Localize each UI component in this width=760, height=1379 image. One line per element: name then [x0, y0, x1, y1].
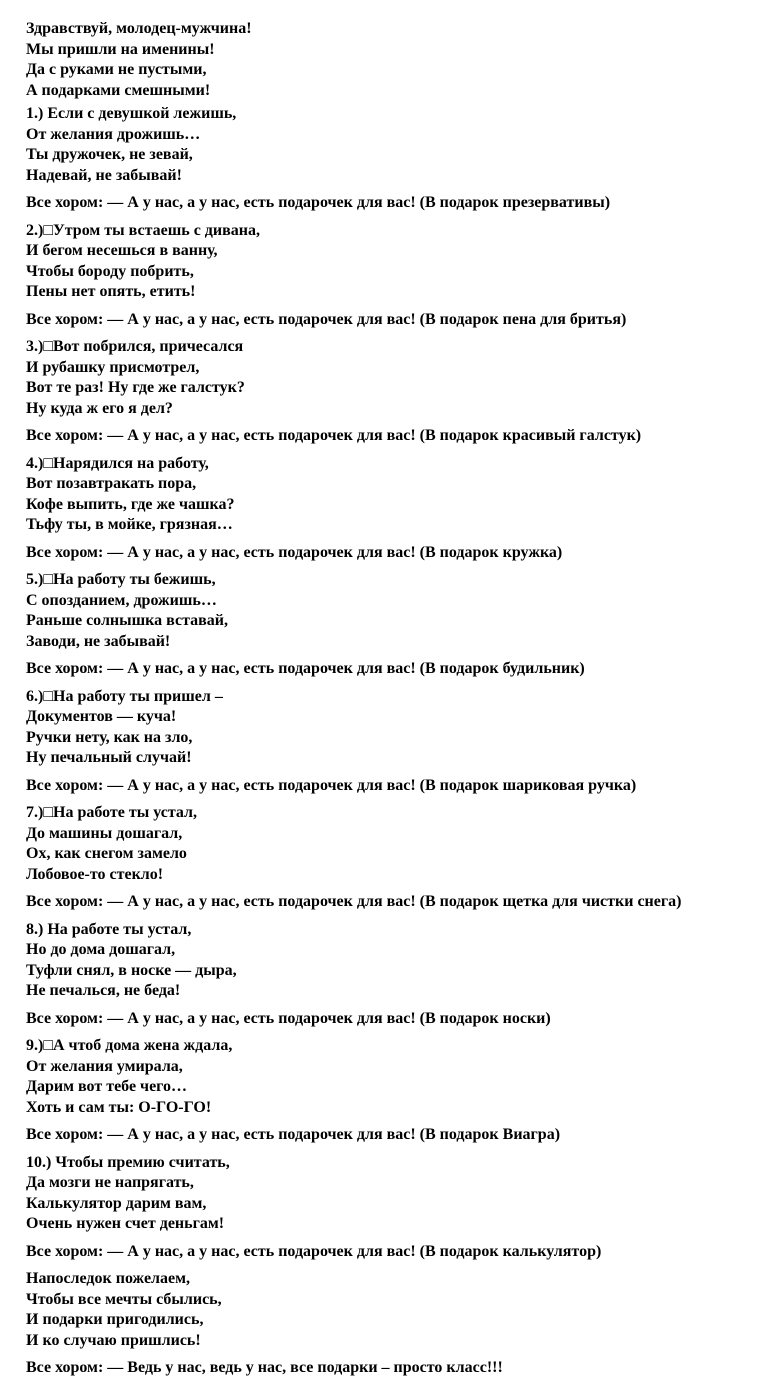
verse-line: Тьфу ты, в мойке, грязная… [26, 516, 233, 533]
chorus-line: Все хором: — А у нас, а у нас, есть подарочек для вас! (В подарок калькулятор) [26, 1242, 602, 1260]
verse-line: 7.)□На работе ты устал, [26, 804, 198, 821]
intro-stanza [26, 19, 760, 101]
verse-stanza [26, 570, 760, 680]
verse-stanza [26, 687, 760, 797]
verse-line: От желания умирала, [26, 1057, 183, 1075]
verse-line: 2.)□Утром ты встаешь с дивана, [26, 221, 260, 239]
intro-line: Да с руками не пустыми, [26, 61, 207, 78]
final-chorus-line: Все хором: — Ведь у нас, ведь у нас, все подарки – просто класс!!! [26, 1359, 503, 1376]
chorus-line: Все хором: — А у нас, а у нас, есть подарочек для вас! (В подарок красивый галстук) [26, 427, 642, 444]
verse-stanza [26, 803, 760, 913]
verse-line: И рубашку присмотрел, [26, 358, 200, 376]
chorus-line: Все хором: — А у нас, а у нас, есть подарочек для вас! (В подарок щетка для чистки снега) [26, 893, 682, 910]
verse-line: Ручки нету, как на зло, [26, 728, 193, 746]
chorus-line: Все хором: — А у нас, а у нас, есть подарочек для вас! (В подарок презервативы) [26, 194, 611, 211]
chorus-line: Все хором: — А у нас, а у нас, есть подарочек для вас! (В подарок будильник) [26, 660, 585, 677]
verse-line: Хоть и сам ты: О-ГО-ГО! [26, 1098, 212, 1116]
verse-line: Лобовое-то стекло! [26, 865, 164, 883]
intro-line: Мы пришли на именины! [26, 40, 215, 58]
verse-line: С опозданием, дрожишь… [26, 591, 217, 609]
verse-line: Кофе выпить, где же чашка? [26, 495, 235, 513]
intro-line: А подарками смешными! [26, 81, 211, 99]
verse-line: Не печалься, не беда! [26, 982, 181, 999]
verse-stanza [26, 221, 760, 331]
verse-line: Вот позавтракать пора, [26, 475, 197, 492]
outro-line: И ко случаю пришлись! [26, 1331, 201, 1349]
verse-line: Ну куда ж его я дел? [26, 399, 173, 417]
verse-line: 9.)□А чтоб дома жена ждала, [26, 1037, 233, 1054]
verse-line: Раньше солнышка вставай, [26, 612, 228, 629]
intro-line: Здравствуй, молодец-мужчина! [26, 20, 252, 37]
verse-line: И бегом несешься в ванну, [26, 242, 218, 259]
chorus-line: Все хором: — А у нас, а у нас, есть подарочек для вас! (В подарок Виагра) [26, 1126, 561, 1143]
verse-line: Пены нет опять, етить! [26, 283, 196, 300]
verse-stanza [26, 1153, 760, 1263]
verse-line: 3.)□Вот побрился, причесался [26, 338, 244, 355]
verse-line: Да мозги не напрягать, [26, 1174, 194, 1191]
chorus-line: Все хором: — А у нас, а у нас, есть подарочек для вас! (В подарок пена для бритья) [26, 310, 627, 328]
verse-stanza [26, 337, 760, 447]
verse-line: 5.)□На работу ты бежишь, [26, 571, 216, 588]
verse-line: 10.) Чтобы премию считать, [26, 1153, 230, 1171]
verses-container [26, 104, 760, 1262]
verse-line: Заводи, не забывай! [26, 632, 171, 650]
verse-line: 4.)□Нарядился на работу, [26, 454, 209, 472]
verse-stanza [26, 104, 760, 214]
chorus-line: Все хором: — А у нас, а у нас, есть подарочек для вас! (В подарок шариковая ручка) [26, 776, 637, 794]
chorus-line: Все хором: — А у нас, а у нас, есть подарочек для вас! (В подарок носки) [26, 1009, 551, 1027]
verse-stanza [26, 1036, 760, 1146]
outro-line: И подарки пригодились, [26, 1311, 204, 1328]
verse-line: Надевай, не забывай! [26, 166, 182, 184]
verse-line: Ты дружочек, не зевай, [26, 146, 193, 163]
verse-line: До машины дошагал, [26, 824, 183, 842]
verse-line: Дарим вот тебе чего… [26, 1078, 188, 1095]
verse-line: 1.) Если с девушкой лежишь, [26, 105, 237, 122]
verse-line: Туфли снял, в носке — дыра, [26, 961, 237, 979]
verse-stanza [26, 920, 760, 1030]
verse-line: Чтобы бороду побрить, [26, 262, 194, 280]
verse-line: 6.)□На работу ты пришел – [26, 687, 223, 705]
verse-line: 8.) На работе ты устал, [26, 920, 192, 938]
chorus-line: Все хором: — А у нас, а у нас, есть подарочек для вас! (В подарок кружка) [26, 543, 563, 561]
outro-line: Напоследок пожелаем, [26, 1270, 191, 1287]
verse-line: Вот те раз! Ну где же галстук? [26, 379, 245, 396]
verse-stanza [26, 454, 760, 564]
verse-line: От желания дрожишь… [26, 125, 201, 143]
verse-line: Ну печальный случай! [26, 749, 192, 766]
outro-line: Чтобы все мечты сбылись, [26, 1290, 222, 1308]
outro-stanza [26, 1269, 760, 1351]
verse-line: Ох, как снегом замело [26, 845, 187, 862]
verse-line: Калькулятор дарим вам, [26, 1194, 207, 1212]
verse-line: Документов — куча! [26, 708, 177, 725]
verse-line: Очень нужен счет деньгам! [26, 1215, 225, 1232]
verse-line: Но до дома дошагал, [26, 941, 176, 958]
